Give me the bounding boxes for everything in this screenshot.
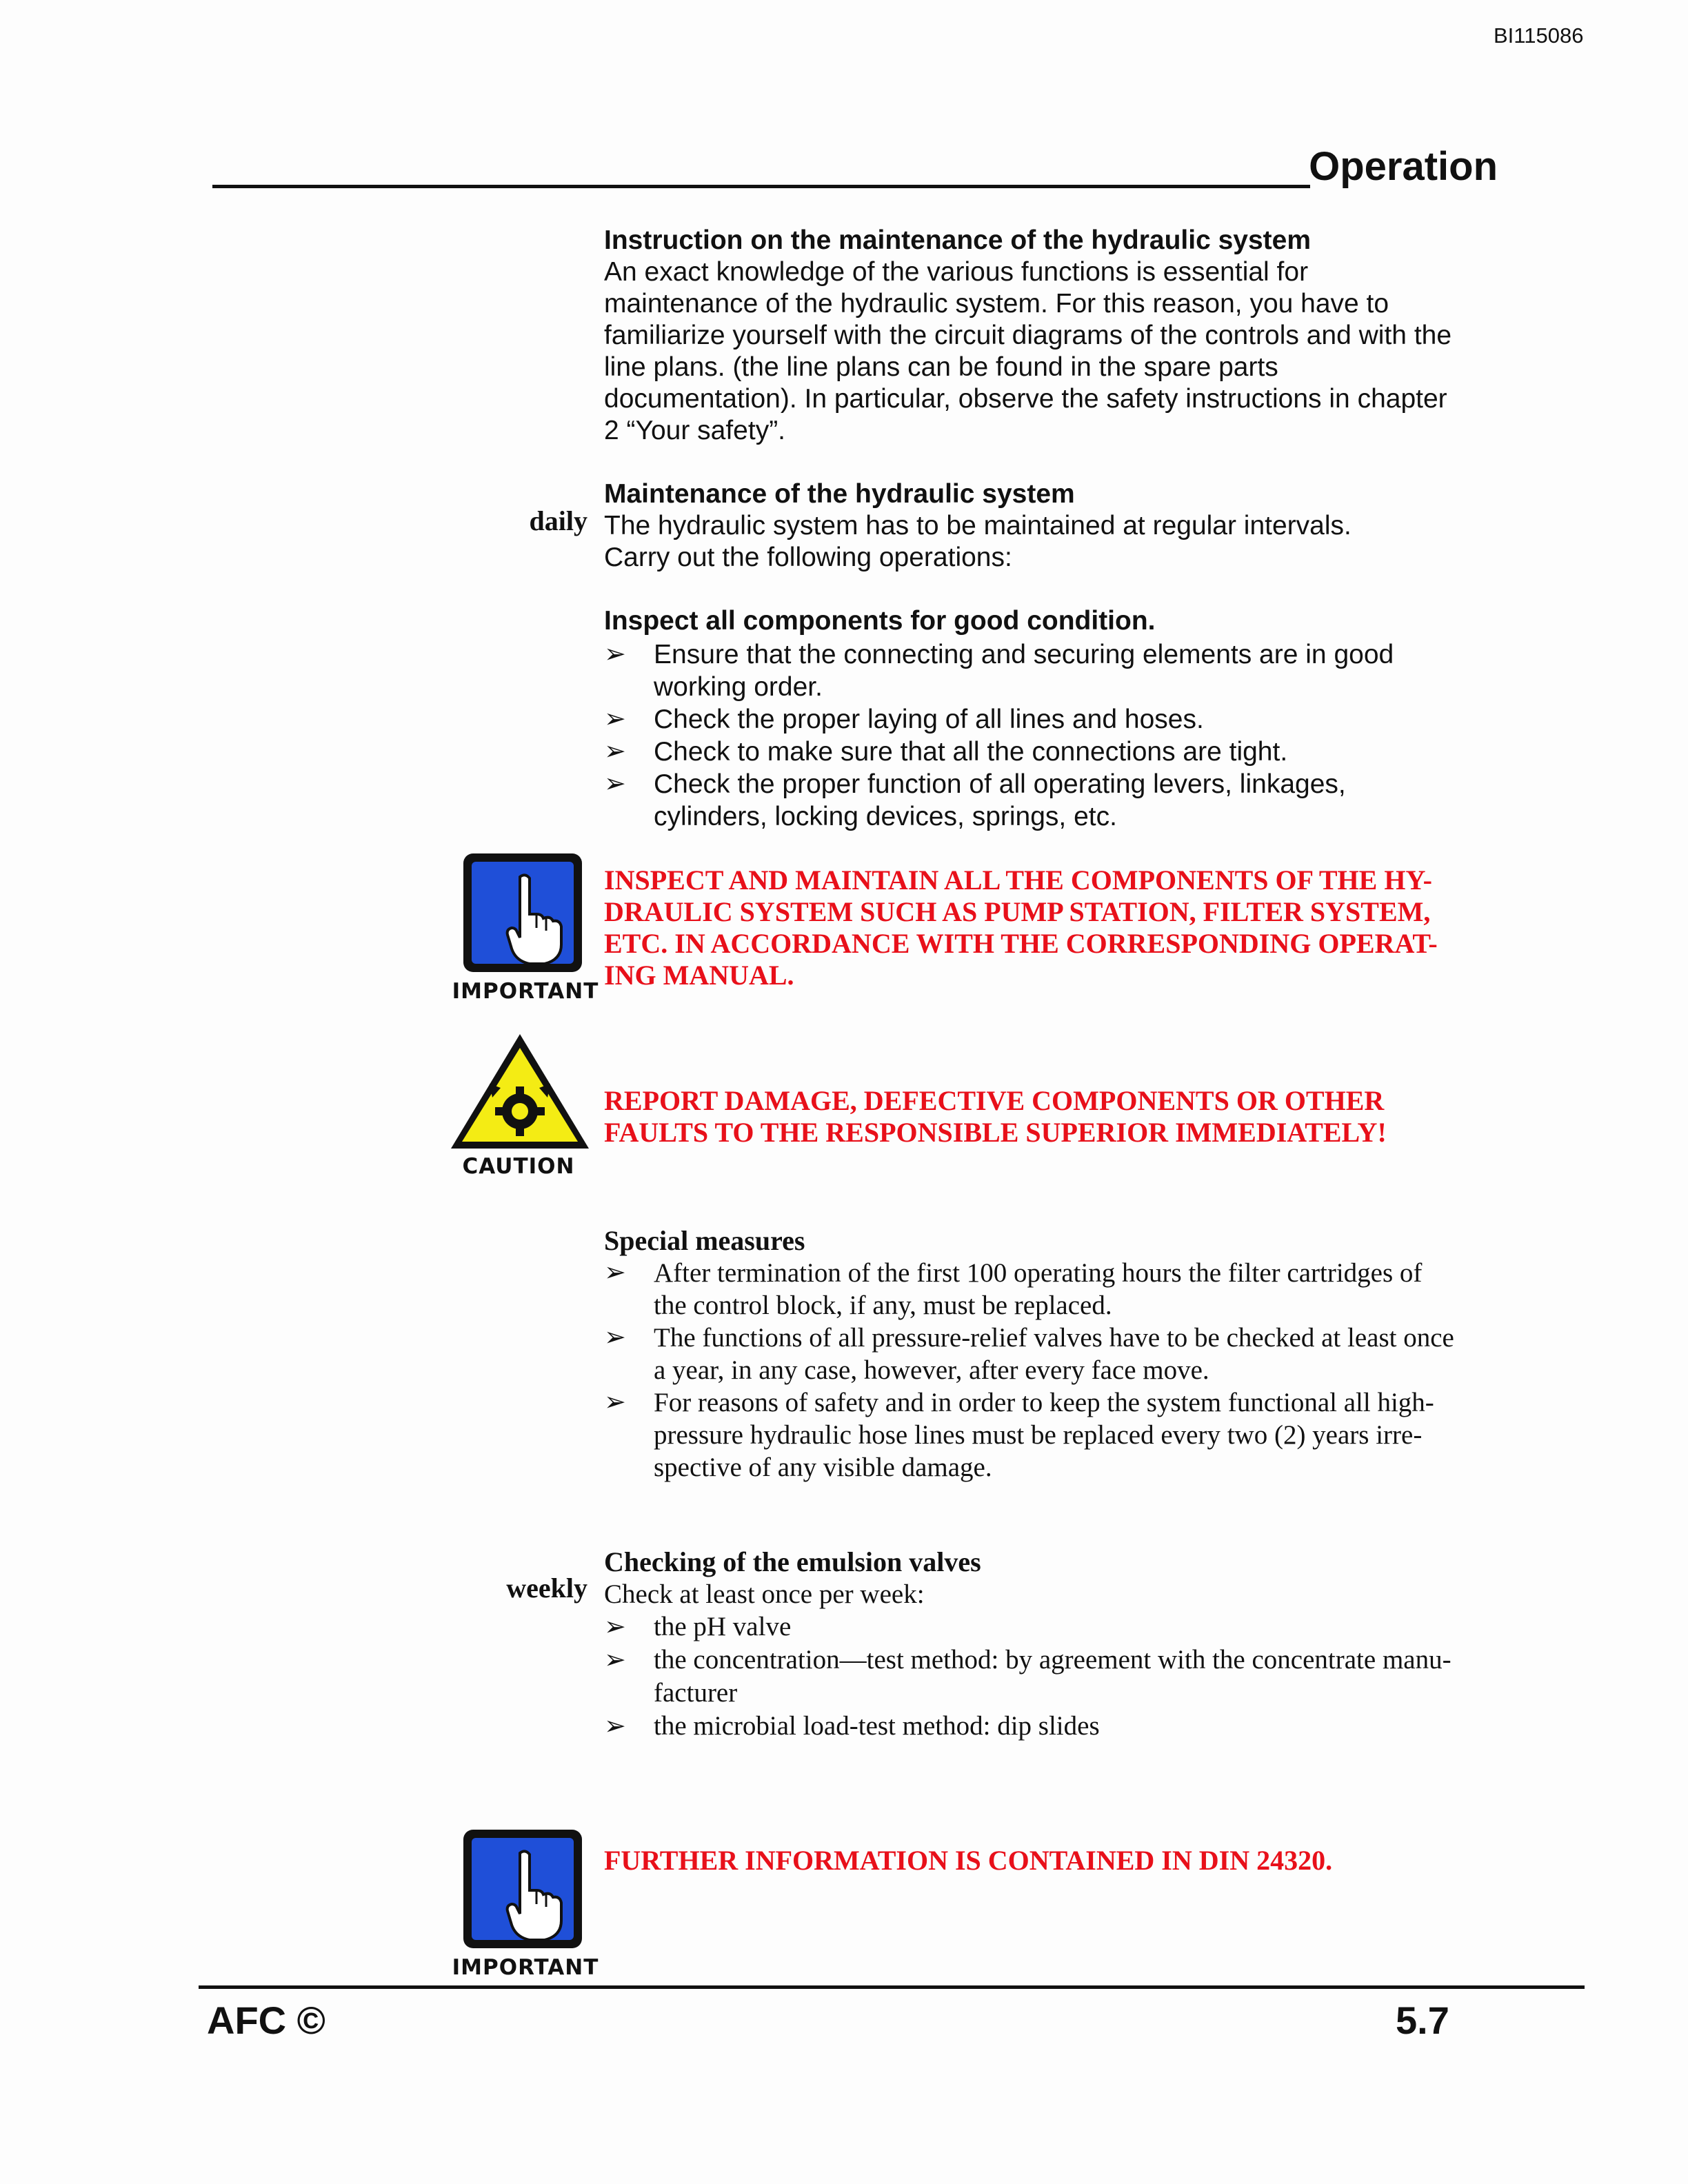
special-measures-heading: Special measures [604,1225,805,1256]
gear-warning-icon [447,1030,593,1157]
list-item: ➢ The functions of all pressure-relief valves have to be checked at least once a year, in any case, however, after every face move. [604,1323,1454,1385]
maintenance-section [604,478,1494,574]
arrow-bullet-icon: ➢ [604,1388,626,1417]
special-measures-section [604,1224,1494,1484]
maintenance-heading: Maintenance of the hydraulic system [604,479,1075,509]
important-caption: IMPORTANT [452,979,599,1004]
maintenance-line: The hydraulic system has to be maintained at regular intervals. [604,511,1352,540]
intro-heading: Instruction on the maintenance of the hydraulic system [604,225,1312,255]
arrow-bullet-icon: ➢ [604,1712,626,1741]
caution-sign [447,1030,593,1157]
special-measures-list [604,1257,1494,1484]
intro-section [604,225,1494,447]
inspect-section [604,605,1494,833]
document-id: BI115086 [1494,23,1584,48]
list-item: ➢ For reasons of safety and in order to keep the system functional all high- pressure hydraulic hose lines must be replaced every two (2) years irre- spective of any visible damage. [604,1388,1434,1482]
footer-rule [199,1985,1585,1989]
page-title: Operation [1309,144,1498,189]
caution-notice-text: REPORT DAMAGE, DEFECTIVE COMPONENTS OR OTHER FAULTS TO THE RESPONSIBLE SUPERIOR IMMEDIATELY! [604,1085,1387,1148]
pointing-hand-icon [461,851,592,978]
list-item: ➢ the pH valve [604,1610,1494,1644]
intro-line: maintenance of the hydraulic system. For this reason, you have to [604,289,1389,318]
intro-line: An exact knowledge of the various functions is essential for [604,257,1309,287]
list-item: ➢ Check the proper laying of all lines and hoses. [604,705,1204,734]
arrow-bullet-icon: ➢ [604,1612,626,1641]
title-rule [212,185,1310,188]
interval-label-weekly: weekly [506,1573,587,1604]
emulsion-intro: Check at least once per week: [604,1579,925,1609]
arrow-bullet-icon: ➢ [604,1258,626,1287]
inspect-list [604,638,1494,833]
arrow-bullet-icon: ➢ [604,1323,626,1352]
important-sign [461,851,592,978]
footer-copyright: AFC © [207,1999,325,2042]
important-notice-text: FURTHER INFORMATION IS CONTAINED IN DIN 24320. [604,1845,1333,1876]
important-caption: IMPORTANT [452,1955,599,1980]
intro-line: line plans. (the line plans can be found in the spare parts [604,352,1278,382]
maintenance-line: Carry out the following operations: [604,543,1012,572]
important-notice-text: INSPECT AND MAINTAIN ALL THE COMPONENTS OF THE HY- DRAULIC SYSTEM SUCH AS PUMP STATION, FILTER SYSTEM, ETC. IN ACCORDANCE WITH THE CORRESPONDING OPERAT- ING MANUAL. [604,865,1438,991]
arrow-bullet-icon: ➢ [604,769,626,798]
arrow-bullet-icon: ➢ [604,737,626,766]
arrow-bullet-icon: ➢ [604,640,626,669]
page-number: 5.7 [1396,1999,1449,2042]
emulsion-heading: Checking of the emulsion valves [604,1546,981,1577]
list-item: ➢ Ensure that the connecting and securing elements are in good working order. [604,640,1394,702]
arrow-bullet-icon: ➢ [604,705,626,734]
emulsion-list [604,1610,1494,1743]
arrow-bullet-icon: ➢ [604,1646,626,1675]
important-sign [461,1827,592,1954]
pointing-hand-icon [461,1827,592,1954]
intro-line: 2 “Your safety”. [604,416,786,445]
caution-caption: CAUTION [462,1154,575,1179]
interval-label-daily: daily [529,505,587,536]
maintenance-paragraph [604,510,1494,574]
intro-line: familiarize yourself with the circuit diagrams of the controls and with the [604,321,1452,350]
inspect-heading: Inspect all components for good condition. [604,606,1156,636]
list-item: ➢ the microbial load-test method: dip slides [604,1710,1494,1743]
list-item: ➢ Check to make sure that all the connections are tight. [604,737,1288,767]
list-item: ➢ the concentration—test method: by agreement with the concentrate manu- facturer [604,1645,1451,1708]
emulsion-section [604,1546,1494,1743]
intro-paragraph [604,256,1494,447]
list-item: ➢ After termination of the first 100 operating hours the filter cartridges of the control block, if any, must be replaced. [604,1258,1423,1320]
intro-line: documentation). In particular, observe the safety instructions in chapter [604,384,1447,414]
list-item: ➢ Check the proper function of all operating levers, linkages, cylinders, locking devices, springs, etc. [604,769,1346,831]
